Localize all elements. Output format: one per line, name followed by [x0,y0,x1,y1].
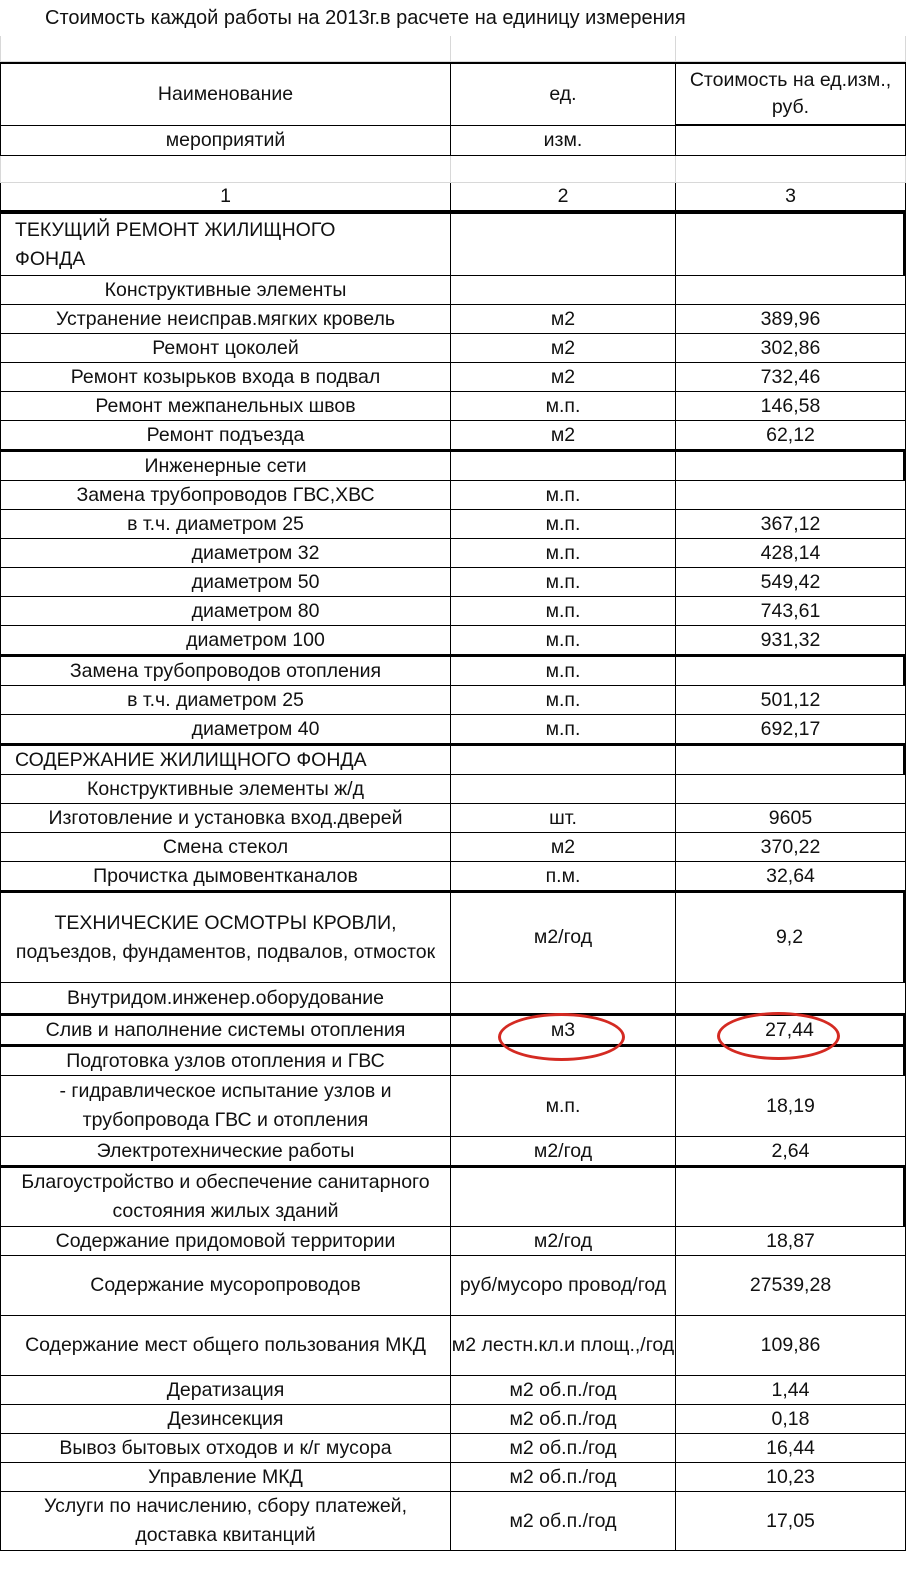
table-row [0,626,906,655]
table-row [0,1316,906,1376]
work-cost: 692,17 [676,715,906,744]
work-name: Замена трубопроводов ГВС,ХВС [0,481,451,510]
work-name: Содержание мест общего пользования МКД [0,1316,451,1376]
work-name: Подготовка узлов отопления и ГВС [0,1045,451,1076]
work-cost: 32,64 [676,862,906,891]
table-row [0,363,906,392]
work-cost [676,450,906,481]
column-number-3: 3 [676,183,906,212]
work-unit: м.п. [451,715,676,744]
work-name: Конструктивные элементы ж/д [0,775,451,804]
work-cost [676,1166,906,1227]
work-cost: 1,44 [676,1376,906,1405]
work-unit: м.п. [451,481,676,510]
header-row [0,126,906,156]
work-unit: м2 об.п./год [451,1405,676,1434]
work-cost [676,744,906,775]
work-name: Изготовление и установка вход.дверей [0,804,451,833]
work-name: Электротехнические работы [0,1137,451,1166]
work-cost: 549,42 [676,568,906,597]
work-unit: шт. [451,804,676,833]
column-number-1: 1 [0,183,451,212]
work-name: ТЕКУЩИЙ РЕМОНТ ЖИЛИЩНОГО ФОНДА [0,212,451,276]
work-name: диаметром 80 [0,597,451,626]
work-unit: м.п. [451,655,676,686]
header-row [0,156,906,183]
work-cost: 62,12 [676,421,906,450]
work-name: диаметром 50 [0,568,451,597]
work-cost [676,983,906,1014]
work-unit: м2 об.п./год [451,1492,676,1551]
work-cost [676,276,906,305]
work-cost: 370,22 [676,833,906,862]
table-row [0,392,906,421]
header-name: Наименование [0,62,451,126]
work-unit: м.п. [451,510,676,539]
header-name-line2: мероприятий [0,126,451,156]
work-name: Ремонт цоколей [0,334,451,363]
work-cost: 428,14 [676,539,906,568]
work-cost: 9605 [676,804,906,833]
table-row [0,862,906,891]
work-name: Ремонт межпанельных швов [0,392,451,421]
table-row [0,1137,906,1166]
work-unit: м2 [451,833,676,862]
work-unit: м2 об.п./год [451,1434,676,1463]
work-cost: 18,19 [676,1076,906,1137]
work-cost [676,481,906,510]
work-cost: 146,58 [676,392,906,421]
work-cost: 10,23 [676,1463,906,1492]
work-name: диаметром 40 [0,715,451,744]
highlight-cost-ellipse [717,1012,840,1060]
work-cost: 302,86 [676,334,906,363]
work-unit [451,212,676,276]
work-unit: м.п. [451,686,676,715]
work-unit: п.м. [451,862,676,891]
work-unit: м.п. [451,597,676,626]
table-row [0,481,906,510]
work-name: Смена стекол [0,833,451,862]
work-cost: 27539,28 [676,1256,906,1316]
work-unit: м2 [451,421,676,450]
table-row [0,1463,906,1492]
work-unit [451,1166,676,1227]
work-cost: 0,18 [676,1405,906,1434]
work-name: в т.ч. диаметром 25 [0,510,451,539]
work-cost: 2,64 [676,1137,906,1166]
table-row [0,1492,906,1551]
table-row [0,1405,906,1434]
table-row [0,983,906,1014]
table-row [0,1076,906,1137]
empty-cell [451,156,676,183]
work-name: Благоустройство и обеспечение санитарного состояния жилых зданий [0,1166,451,1227]
work-unit: руб/мусоро провод/год [451,1256,676,1316]
work-name: Содержание придомовой территории [0,1227,451,1256]
work-name: Дератизация [0,1376,451,1405]
work-name: Внутридом.инженер.оборудование [0,983,451,1014]
empty-cell [0,36,451,62]
work-unit: м.п. [451,568,676,597]
work-unit: м2 об.п./год [451,1376,676,1405]
work-cost: 27,44 [676,1014,906,1045]
work-name: Конструктивные элементы [0,276,451,305]
work-name: - гидравлическое испытание узлов и трубопровода ГВС и отопления [0,1076,451,1137]
work-unit: м.п. [451,626,676,655]
work-unit: м2 об.п./год [451,1463,676,1492]
work-name: диаметром 32 [0,539,451,568]
work-cost: 16,44 [676,1434,906,1463]
table-row [0,276,906,305]
work-unit: м.п. [451,1076,676,1137]
work-name: СОДЕРЖАНИЕ ЖИЛИЩНОГО ФОНДА [0,744,451,775]
work-cost: 931,32 [676,626,906,655]
work-unit [451,983,676,1014]
work-cost [676,655,906,686]
table-row [0,686,906,715]
table-row [0,1434,906,1463]
work-unit: м2 [451,363,676,392]
work-unit: м2 [451,305,676,334]
table-row [0,1166,906,1227]
table-row [0,510,906,539]
table-row [0,833,906,862]
table-row [0,744,906,775]
work-unit: м2 [451,334,676,363]
table-row [0,539,906,568]
header-cost-line2 [676,126,906,156]
work-name: Содержание мусоропроводов [0,1256,451,1316]
highlight-unit-ellipse [498,1013,625,1061]
empty-cell [676,36,906,62]
work-name: Слив и наполнение системы отопления [0,1014,451,1045]
work-cost [676,212,906,276]
work-name: Дезинсекция [0,1405,451,1434]
work-name: Вывоз бытовых отходов и к/г мусора [0,1434,451,1463]
table-row [0,715,906,744]
work-name: диаметром 100 [0,626,451,655]
table-row [0,775,906,804]
work-name: Услуги по начислению, сбору платежей, доставка квитанций [0,1492,451,1551]
work-name: Ремонт козырьков входа в подвал [0,363,451,392]
work-unit: м2 лестн.кл.и площ.,/год [451,1316,676,1376]
header-cost: Стоимость на ед.изм., руб. [676,62,906,126]
work-name: Замена трубопроводов отопления [0,655,451,686]
work-name: в т.ч. диаметром 25 [0,686,451,715]
table-row [0,305,906,334]
table-row [0,212,906,276]
table-row [0,450,906,481]
work-unit [451,744,676,775]
work-name: Ремонт подъезда [0,421,451,450]
work-name: Прочистка дымовентканалов [0,862,451,891]
header-row [0,36,906,62]
work-unit: м.п. [451,539,676,568]
work-unit: м3 [451,1014,676,1045]
work-cost: 18,87 [676,1227,906,1256]
table-row [0,655,906,686]
column-number-2: 2 [451,183,676,212]
work-unit: м2/год [451,1227,676,1256]
work-name: Устранение неисправ.мягких кровель [0,305,451,334]
work-cost: 9,2 [676,891,906,983]
work-unit [451,450,676,481]
work-cost: 501,12 [676,686,906,715]
header-row [0,62,906,126]
work-cost: 743,61 [676,597,906,626]
table-row [0,568,906,597]
work-unit: м.п. [451,392,676,421]
work-cost: 109,86 [676,1316,906,1376]
table-row [0,597,906,626]
work-cost: 367,12 [676,510,906,539]
table-row [0,334,906,363]
table-row [0,804,906,833]
work-cost: 732,46 [676,363,906,392]
table-row [0,421,906,450]
work-unit: м2/год [451,891,676,983]
work-unit [451,775,676,804]
work-name: Управление МКД [0,1463,451,1492]
work-cost: 17,05 [676,1492,906,1551]
header-row [0,183,906,212]
work-cost: 389,96 [676,305,906,334]
work-name: ТЕХНИЧЕСКИЕ ОСМОТРЫ КРОВЛИ, подъездов, фундаментов, подвалов, отмосток [0,891,451,983]
table-row [0,1227,906,1256]
empty-cell [451,36,676,62]
work-cost [676,775,906,804]
sheet-title: Стоимость каждой работы на 2013г.в расчете на единицу измерения [45,7,686,29]
work-unit: м2/год [451,1137,676,1166]
table-row [0,891,906,983]
empty-cell [0,156,451,183]
empty-cell [676,156,906,183]
header-unit-line2: изм. [451,126,676,156]
work-name: Инженерные сети [0,450,451,481]
work-unit [451,276,676,305]
table-row [0,1376,906,1405]
table-row [0,1256,906,1316]
header-unit: ед. [451,62,676,126]
